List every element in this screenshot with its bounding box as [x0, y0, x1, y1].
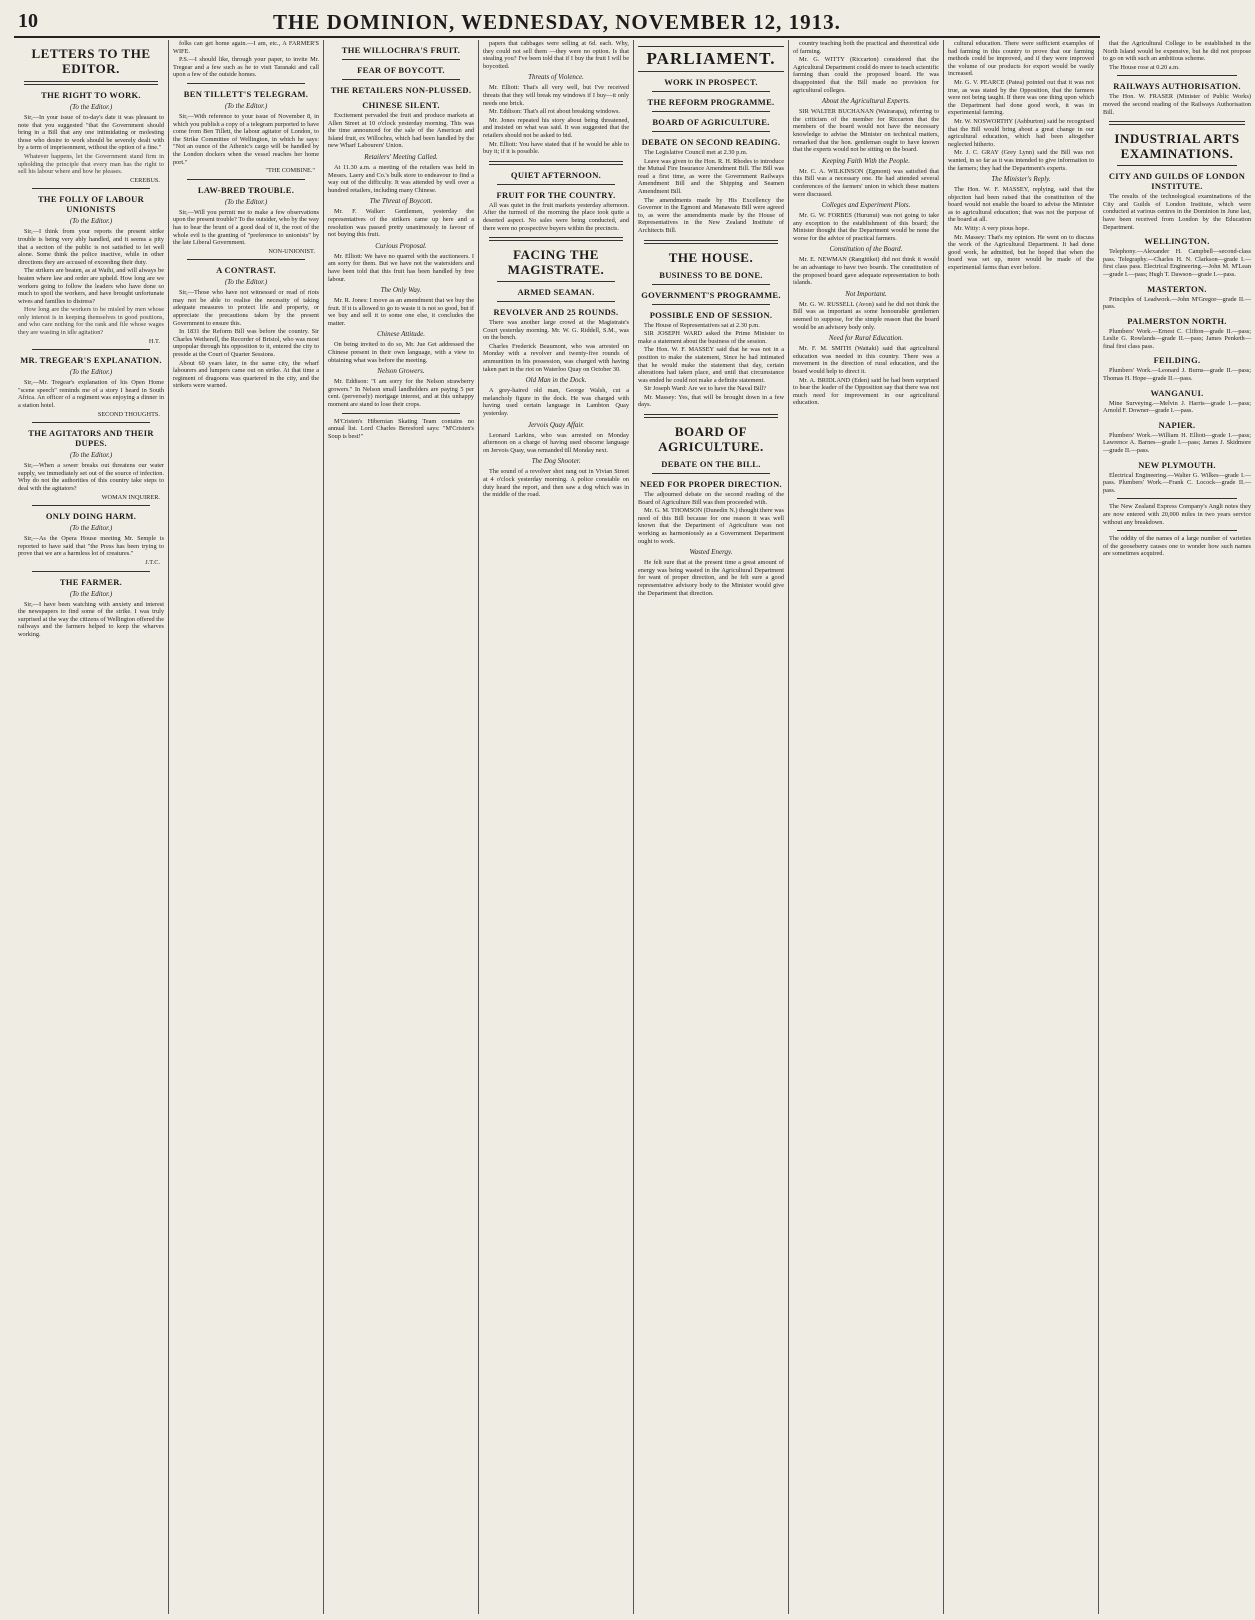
divider — [32, 349, 150, 350]
divider — [652, 131, 770, 132]
place-heading: FEILDING. — [1153, 355, 1201, 366]
column-6 — [789, 40, 944, 1614]
article-paragraph: Leave was given to the Hon. R. H. Rhodes to introduce the Mutual Fire Insurance Amendment Bill. The Bill was read a first time, as were the Government Railways Amendment Bill and the Shipping and Seamen Amendment Bill. — [638, 157, 784, 195]
divider — [1109, 121, 1245, 125]
article-crosshead: Nelson Growers. — [377, 367, 425, 376]
results-paragraph: Plumbers' Work.—William H. Elliott—grade I.—pass; Lawrence A. Barnes—grade I.—pass; James J. Skidmore—grade II.—pass. — [1103, 431, 1251, 455]
article-paragraph: Mr. F. M. SMITH (Waitaki) said that agricultural education was needed in this country. There was a movement in the direction of rural education, and the board would help to direct it. — [793, 345, 939, 375]
article-paragraph: The oddity of the names of a large number of varieties of the gooseberry causes one to wonder how such names are sometimes acquired. — [1103, 535, 1251, 558]
letter-paragraph: The strikers are beaten, as at Waihi, and will always be beaten where law and order are upheld. How long are we workers going to follow the leaders who have done so much to spoil the workers, and have brought unfortunate wives and families to distress? — [18, 267, 164, 305]
divider — [32, 505, 150, 506]
article-paragraph: Mr. Massey: That's my opinion. He went on to discuss the work of the Agricultural Department. It had done good work, he admitted, but he hoped that when the board was set up, more would be made of the experimental farms than ever before. — [948, 233, 1094, 272]
article-paragraph: A grey-haired old man, George Walsh, cut a melancholy figure in the dock. He was charged with having used certain language in Lambton Quay yesterday. — [483, 387, 629, 418]
letter-heading: MR. TREGEAR'S EXPLANATION. — [20, 355, 162, 366]
article-paragraph: Mr. Eddison: That's all rot about breaking windows. — [489, 108, 620, 116]
divider — [342, 413, 460, 414]
article-paragraph: Mr. W. NOSWORTHY (Ashburton) said he recognised that the Bill would bring about a great change in our agricultural education, which had been altogether neglected hitherto. — [948, 117, 1094, 148]
article-heading: FACING THE MAGISTRATE. — [507, 247, 605, 278]
article-paragraph: The House rose at 0.20 a.m. — [1109, 63, 1180, 71]
article-paragraph: Mr. Massey: Yes, that will be brought down in a few days. — [638, 393, 784, 409]
article-crosshead: Old Man in the Dock. — [525, 376, 587, 385]
article-paragraph: The Hon. W. F. MASSEY, replying, said that the objection had been raised that the constitution of the board would not enable the board to advise the Minister as to agricultural education; that was not the purpose of the board at all. — [948, 186, 1094, 224]
letter-signature: J.T.C. — [145, 558, 160, 566]
article-paragraph: The Hon. W. FRASER (Minister of Public Works) moved the second reading of the Railways Authorisation Bill. — [1103, 93, 1251, 116]
article-crosshead: Curious Proposal. — [375, 241, 427, 250]
article-crosshead: The Dog Shooter. — [531, 457, 581, 466]
article-crosshead: Constitution of the Board. — [829, 245, 903, 254]
to-editor-line: (To the Editor.) — [69, 451, 113, 460]
results-paragraph: Telephony.—Alexander H. Campbell—second-class pass. Telegraphy.—Charles H. N. Clarkson—grade I.—first class pass. Electrical Engineering.—John M. M'Lean—grade I.—pass; Hugh T. Dawson—grade I.—pass. — [1103, 248, 1251, 278]
divider — [1117, 165, 1237, 166]
article-paragraph: The sound of a revolver shot rang out in Vivian Street at 4 o'clock yesterday morning. A police constable on duty heard the report, and then saw a dog which was in the middle of the road. — [483, 468, 629, 499]
place-heading: NEW PLYMOUTH. — [1138, 459, 1216, 470]
divider — [1117, 498, 1237, 499]
article-heading: INDUSTRIAL ARTS EXAMINATIONS. — [1114, 131, 1240, 162]
article-subheading: NEED FOR PROPER DIRECTION. — [640, 479, 782, 490]
article-subheading: BUSINESS TO BE DONE. — [659, 269, 763, 280]
column-1 — [14, 40, 169, 1614]
article-paragraph: Mr. Elliott: You have stated that if he would be able to buy it; if it is possible. — [483, 140, 629, 156]
article-paragraph: Mr. F. Walker: Gentlemen, yesterday the representatives of the strikers came up here and a resolution was passed pretty unanimously in favour of not buying this fruit. — [328, 208, 474, 239]
column-7 — [944, 40, 1099, 1614]
letter-paragraph: folks can get home again.—I am, etc., A FARMER'S WIFE. — [173, 40, 319, 55]
article-paragraph: Mr. A. BRIDLAND (Eden) said he had been surprised to hear the leader of the Opposition say that there was not much need for improvement in our agricultural education. — [793, 376, 939, 407]
letter-heading: ONLY DOING HARM. — [45, 511, 137, 522]
article-paragraph: Mr. G. V. PEARCE (Patea) pointed out that it was not true, as was stated by the Opposition, that the farmers were not being taught. If there was one thing upon which the Department had done good work, it was in experimental farming. — [948, 78, 1094, 117]
article-paragraph: The New Zealand Express Company's Angli notes they are now entered with 20,000 miles in two years service without any breakdown. — [1103, 503, 1251, 526]
section-heading-letters: LETTERS TO THE EDITOR. — [31, 46, 151, 76]
article-subheading: FEAR OF BOYCOTT. — [357, 65, 445, 75]
letter-paragraph: Sir,—When a sower breaks out threatens our water supply, we immediately set out of the source of infection. Why do not the authorities of this country take steps to deal with the agitators? — [18, 462, 164, 492]
article-subheading: REVOLVER AND 25 ROUNDS. — [493, 307, 619, 318]
article-crosshead: Jervois Quay Affair. — [527, 420, 585, 429]
article-paragraph: Mr. Witty: A very pious hope. — [954, 225, 1030, 233]
divider — [497, 301, 615, 302]
article-heading: THE HOUSE. — [668, 249, 754, 265]
to-editor-line: (To the Editor.) — [69, 217, 113, 226]
divider — [187, 259, 305, 260]
article-crosshead: Threats of Violence. — [528, 73, 584, 82]
article-subheading: WORK IN PROSPECT. — [664, 77, 758, 87]
article-subheading: FRUIT FOR THE COUNTRY. — [496, 189, 616, 200]
article-paragraph: Mr. J. C. GRAY (Grey Lynn) said the Bill was not wanted, in so far as it was intended to give information to the farmers; they had the Department's experts. — [948, 149, 1094, 172]
article-paragraph: The amendments made by His Excellency the Governor in the Egmont and Manawatu Bill were agreed to, as were the amendments made by the House of Representatives in the New Zealand Institute of Architects Bill. — [638, 196, 784, 234]
article-crosshead: Chinese Attitude. — [376, 330, 426, 339]
letter-paragraph: Whatever happens, let the Government stand firm in upholding the principle that every man has the right to sell his labour where and how he pleases. — [18, 152, 164, 176]
article-crosshead: The Threat of Boycott. — [369, 197, 433, 206]
article-crosshead: The Only Way. — [380, 286, 422, 295]
article-crosshead: Keeping Faith With the People. — [821, 156, 911, 165]
to-editor-line: (To the Editor.) — [69, 524, 113, 533]
article-paragraph: There was another large crowd at the Magistrate's Court yesterday morning. Mr. W. G. Riddell, S.M., was on the bench. — [483, 319, 629, 342]
article-paragraph: Leonard Larkins, who was arrested on Monday afternoon on a charge of having used obscene language on Jervois Quay, was remanded till Monday next. — [483, 431, 629, 454]
results-paragraph: Plumbers' Work.—Ernest C. Clifton—grade II.—pass; Leslie G. Rowlands—grade II.—pass; James Penketh—final first class pass. — [1103, 327, 1251, 350]
place-heading: PALMERSTON NORTH. — [1127, 315, 1227, 326]
place-heading: MASTERTON. — [1147, 283, 1207, 294]
article-paragraph: The House of Representatives sat at 2.30 p.m. — [644, 321, 760, 329]
article-paragraph: Sir Joseph Ward: Are we to have the Naval Bill? — [644, 385, 766, 393]
article-heading: RAILWAYS AUTHORISATION. — [1113, 81, 1241, 92]
article-crosshead: Need for Rural Education. — [828, 334, 904, 343]
place-heading: WELLINGTON. — [1144, 236, 1210, 247]
article-heading: BOARD OF AGRICULTURE. — [658, 424, 764, 455]
article-paragraph: SIR WALTER BUCHANAN (Wairarapa), referring to the criticism of the member for Riccarton that the members of the board would not have the necessary knowledge to advise the Minister on technical matters, remarked that the hon. gentleman ought to have known that the experts would not be sitting on the board. — [793, 108, 939, 154]
divider — [652, 284, 770, 285]
results-paragraph: Electrical Engineering.—Walter G. Wilkes—grade I.—pass. Plumbers' Work.—Frank C. Locock—grade II.—pass. — [1103, 471, 1251, 494]
divider — [32, 422, 150, 423]
letter-signature: H.T. — [148, 337, 160, 345]
to-editor-line: (To the Editor.) — [224, 278, 268, 287]
divider — [342, 59, 460, 60]
letter-paragraph: How long are the workers to be misled by men whose only interest is in keeping themselves in good positions, and who care nothing for the rank and file whose wages they are wasting in idle agitation? — [18, 306, 164, 337]
divider — [644, 240, 778, 244]
article-paragraph: cultural education. There were sufficient examples of bad farming in this country to prove that our farming methods could be improved, and if they were improved the volume of our products for export would be vastly increased. — [948, 40, 1094, 78]
article-paragraph: The Legislative Council met at 2.30 p.m. — [644, 149, 748, 156]
to-editor-line: (To the Editor.) — [224, 101, 268, 110]
divider — [652, 91, 770, 92]
article-paragraph: He felt sure that at the present time a great amount of energy was being wasted in the Agricultural Department for want of proper direction, and he felt sure a good representative advisory body to the Minister would give the Department that direction. — [638, 559, 784, 597]
letter-paragraph: Sir,—Will you permit me to make a few observations upon the present trouble? To the outsider, who by the way has to bear the brunt of a good deal of it, the root of the whole evil is the granting of "preference to unionists" by the late Liberal Government. — [173, 208, 319, 247]
article-subheading: BOARD OF AGRICULTURE. — [652, 117, 770, 127]
letter-paragraph: Sir,—I think from your reports the present strike trouble is being very ably handled, and it seems a pity that a section of the public is not satisfied to let well alone. Some think the police inactive, while in other directions they are accused of exceeding their duty. — [18, 228, 164, 266]
to-editor-line: (To the Editor.) — [224, 197, 268, 206]
article-paragraph: The results of the technological examinations of the City and Guilds of London Institute, which were conducted at various centres in the Dominion in June last, have been received from London by the Education Department. — [1103, 193, 1251, 231]
letter-heading: A CONTRAST. — [216, 265, 276, 276]
article-paragraph: Mr. G. W. FORBES (Hurunui) was not going to take any exception to the establishment of this board; the Minister thought that the Department would be none the worse for the advice of practical farmers. — [793, 212, 939, 242]
article-subheading: DEBATE ON SECOND READING. — [641, 137, 781, 147]
article-paragraph: Mr. Elliott: We have no quarrel with the auctioneers. I am sorry for them. But we have not the watersiders and have been told that this fruit has been handled by free labour. — [328, 252, 474, 283]
letter-paragraph: Sir,—With reference to your issue of November 8, in which you publish a copy of a telegram purported to have come from Ben Tillett, the labour agitator of London, to the Strike Committee of Wellington, in which he says: "Not an ounce of the Athenic's cargo will be handled by the London dockers when the vessel reaches her home port." — [173, 112, 319, 166]
article-paragraph: papers that cabbages were selling at 6d. each. Why, they could not sell them —they were no option. Is that stealing you? I've been told that if I buy the fruit I will be boycotted. — [483, 40, 629, 70]
letter-paragraph: In 1831 the Reform Bill was before the country. Sir Charles Wetherell, the Recorder of Bristol, who was most unpopular through his opposition to it, entered the city to preside at the Court of Quarter Sessions. — [173, 328, 319, 359]
divider — [489, 161, 623, 165]
article-paragraph: Mr. E. NEWMAN (Rangitikei) did not think it would be an advantage to have two boards. The constitution of the proposed board gave adequate representation to both islands. — [793, 256, 939, 287]
letter-paragraph: P.S.—I should like, through your paper, to invite Mr. Tregear and a few such as he to visit Taranaki and call upon a few of the outside homes. — [173, 56, 319, 79]
divider — [652, 111, 770, 112]
letter-paragraph: About 60 years later, in the same city, the wharf labourers and lumpers came out on strike. At that time a regiment of dragoons was quartered in the city, and the strikers were warned. — [173, 359, 319, 390]
article-crosshead: Not Important. — [845, 289, 887, 298]
article-paragraph: Excitement pervaded the fruit and produce markets at Allen Street at 10 o'clock yesterday morning. This was the time announced for the sale of the American and Island fruit, ex Willochra, which had been handled by the new Wharf Labourers' Union. — [328, 112, 474, 150]
letter-heading: LAW-BRED TROUBLE. — [197, 184, 295, 195]
article-paragraph: country teaching both the practical and theoretical side of farming. — [793, 40, 939, 55]
letter-signature: CEREBUS. — [130, 176, 160, 184]
article-paragraph: At 11.30 a.m. a meeting of the retailers was held in Messrs. Laery and Co.'s bulk store to endeavour to find a way out of the difficulty. It was attended by well over a hundred retailers, including many Chinese. — [328, 163, 474, 194]
article-subheading: DEBATE ON THE BILL. — [661, 459, 761, 470]
article-subheading: THE RETAILERS NON-PLUSSED. — [330, 85, 472, 95]
results-paragraph: Plumbers' Work.—Leonard J. Burns—grade II.—pass; Thomas H. Hope—grade II.—pass. — [1103, 367, 1251, 383]
divider — [342, 79, 460, 80]
article-paragraph: All was quiet in the fruit markets yesterday afternoon. After the turmoil of the morning the place took quite a deserted aspect. No sales were being conducted, and there were no prospective buyers within the precincts. — [483, 201, 629, 232]
place-heading: NAPIER. — [1158, 419, 1196, 430]
letter-paragraph: Sir,—I have been watching with anxiety and interest the newspapers to find some of the strike. I was truly surprised at the way the citizens of Wellington offered the railways and the farmers helped to keep the wharves working. — [18, 600, 164, 638]
divider — [32, 188, 150, 189]
results-paragraph: Principles of Leadwork.—John M'Gregor—grade II.—pass. — [1103, 295, 1251, 311]
newspaper-columns — [14, 40, 1251, 1614]
article-paragraph: Mr. Elliott: That's all very well, but I've received threats that they will break my windows if I buy—it only needs one brick. — [483, 84, 629, 107]
article-paragraph: Mr. R. Jones: I move as an amendment that we buy the fruit. If it is allowed to go to waste it is not so good, but if we buy and sell it to some one else, it concludes the matter. — [328, 297, 474, 327]
letter-heading: BEN TILLETT'S TELEGRAM. — [183, 88, 309, 99]
letter-signature: "THE COMBINE." — [265, 167, 315, 175]
divider — [652, 473, 770, 474]
article-heading: THE WILLOCHRA'S FRUIT. — [341, 45, 461, 55]
article-crosshead: The Minister's Reply. — [991, 175, 1051, 184]
letter-signature: NON-UNIONIST. — [268, 247, 315, 255]
letter-signature: WOMAN INQUIRER. — [101, 493, 160, 501]
article-paragraph: Mr. Eddison: "I am sorry for the Nelson strawberry growers." In Nelson small landholders are paying 5 per cent. (perversely) mortgage interest, and at this unhappy moment are stand to lose their crops. — [328, 378, 474, 409]
letter-heading: THE RIGHT TO WORK. — [41, 90, 141, 100]
to-editor-line: (To the Editor.) — [69, 103, 113, 111]
divider — [187, 179, 305, 180]
letter-paragraph: Sir,—Those who have not witnessed or read of riots may not be able to realise the necessity of taking adequate measures to protect life and property, or appreciate the precautions taken by the present Government to ensure this. — [173, 289, 319, 327]
article-crosshead: Wasted Energy. — [689, 548, 733, 557]
divider — [497, 281, 615, 282]
column-5 — [634, 40, 789, 1614]
divider — [652, 304, 770, 305]
article-paragraph: SIR JOSEPH WARD asked the Prime Minister to make a statement about the business of the session. — [638, 330, 784, 345]
results-paragraph: Mine Surveying.—Melvin J. Harris—grade I.—pass; Arnold F. Downer—grade I.—pass. — [1103, 399, 1251, 415]
section-heading-parliament: PARLIAMENT. — [638, 46, 784, 72]
article-subheading: CHINESE SILENT. — [362, 100, 440, 110]
article-crosshead: Retailers' Meeting Called. — [364, 152, 438, 161]
divider — [644, 414, 778, 418]
article-paragraph: The adjourned debate on the second reading of the Board of Agriculture Bill was then proceeded with. — [638, 491, 784, 506]
newspaper-title: THE DOMINION, WEDNESDAY, NOVEMBER 12, 1913. — [273, 10, 841, 34]
column-4 — [479, 40, 634, 1614]
divider — [187, 83, 305, 84]
letter-heading: THE AGITATORS AND THEIR DUPES. — [28, 428, 154, 449]
letter-heading: THE FOLLY OF LABOUR UNIONISTS — [37, 194, 145, 215]
article-paragraph: Mr. Jones repeated his story about being threatened, and insisted on what was said. It was suggested that the retailers should not be asked to bid. — [483, 116, 629, 139]
masthead — [14, 10, 1100, 38]
letter-paragraph: Sir,—As the Opera House meeting Mr. Semple is reported to have said that "the Press has been trying to prove that we are a harmless lot of creatures." — [18, 535, 164, 558]
divider — [1117, 530, 1237, 531]
page-number: 10 — [18, 10, 38, 32]
article-paragraph: Charles Frederick Beaumont, who was arrested on Monday with a revolver and twenty-five rounds of ammunition in his possession, was charged with having taken part in the riot on Waterloo Quay on October 30. — [483, 342, 629, 373]
letter-paragraph: Sir,—In your issue of to-day's date it was pleasant to note that you suggested "that the Government should bring in a Bill that any one intimidating or molesting those who desire to work should be severely dealt with by a term of imprisonment, without the option of a fine." — [18, 114, 164, 152]
column-3 — [324, 40, 479, 1614]
article-subheading: GOVERNMENT'S PROGRAMME. — [641, 289, 781, 300]
to-editor-line: (To the Editor.) — [69, 368, 113, 377]
column-2 — [169, 40, 324, 1614]
column-8 — [1099, 40, 1255, 1614]
article-paragraph: Mr. G. M. THOMSON (Dunedin N.) thought there was need of this Bill because for one reason it was well known that the Department of Agriculture was not working as harmoniously as a Government Department ought to work. — [638, 507, 784, 545]
article-paragraph: that the Agricultural College to be established in the North Island would be expensive, but he did not propose to go on with such an ambitious scheme. — [1103, 40, 1251, 63]
article-crosshead: Colleges and Experiment Plots. — [821, 201, 911, 210]
article-subheading: ARMED SEAMAN. — [517, 287, 595, 298]
article-paragraph: On being invited to do so, Mr. Jue Get addressed the Chinese present in their own language, with a view to obtaining what was before the meeting. — [328, 341, 474, 364]
article-subheading: CITY AND GUILDS OF LONDON INSTITUTE. — [1108, 171, 1246, 192]
letter-heading: THE FARMER. — [59, 576, 123, 587]
article-heading: QUIET AFTERNOON. — [510, 169, 602, 180]
advertisement-text: M'Cristen's Hibernian Skating Team contains no annual list. Lord Charles Beresford says: "M'Cristen's Soup is best!" — [328, 417, 474, 440]
letter-paragraph: Sir,—Mr. Tregear's explanation of his Open Home "scene speech" reminds me of a story I heard in South Africa. An officer of a regiment was enjoying a dinner in a station hotel. — [18, 379, 164, 410]
to-editor-line: (To the Editor.) — [69, 589, 113, 598]
place-heading: WANGANUI. — [1150, 387, 1204, 398]
divider — [24, 81, 158, 85]
divider — [489, 237, 623, 241]
divider — [32, 571, 150, 572]
article-paragraph: The Hon. W. F. MASSEY said that he was not in a position to make the statement, Since he had intimated that he would make the statement that day, certain alterations had taken place, and until that circumstance was ended he could not make a definite statement. — [638, 346, 784, 384]
article-paragraph: Mr. C. A. WILKINSON (Egmont) was satisfied that this Bill was a necessary one. He had attended several conferences of the farmers' union in which these matters were discussed. — [793, 167, 939, 198]
letter-signature: SECOND THOUGHTS. — [97, 410, 160, 418]
article-paragraph: Mr. G. WITTY (Riccarton) considered that the Agricultural Department could do more to teach scientific farming than could the proposed board. He was disappointed that the Bill made no provision for agricultural colleges. — [793, 56, 939, 94]
divider — [1117, 75, 1237, 76]
article-subheading: THE REFORM PROGRAMME. — [647, 97, 775, 107]
article-subheading: POSSIBLE END OF SESSION. — [649, 309, 773, 320]
divider — [497, 184, 615, 185]
article-crosshead: About the Agricultural Experts. — [821, 97, 911, 106]
article-paragraph: Mr. G. W. RUSSELL (Avon) said he did not think the Bill was as important as some honourable gentlemen seemed to suppose, for the simple reason that the board would be an advisory body only. — [793, 300, 939, 331]
